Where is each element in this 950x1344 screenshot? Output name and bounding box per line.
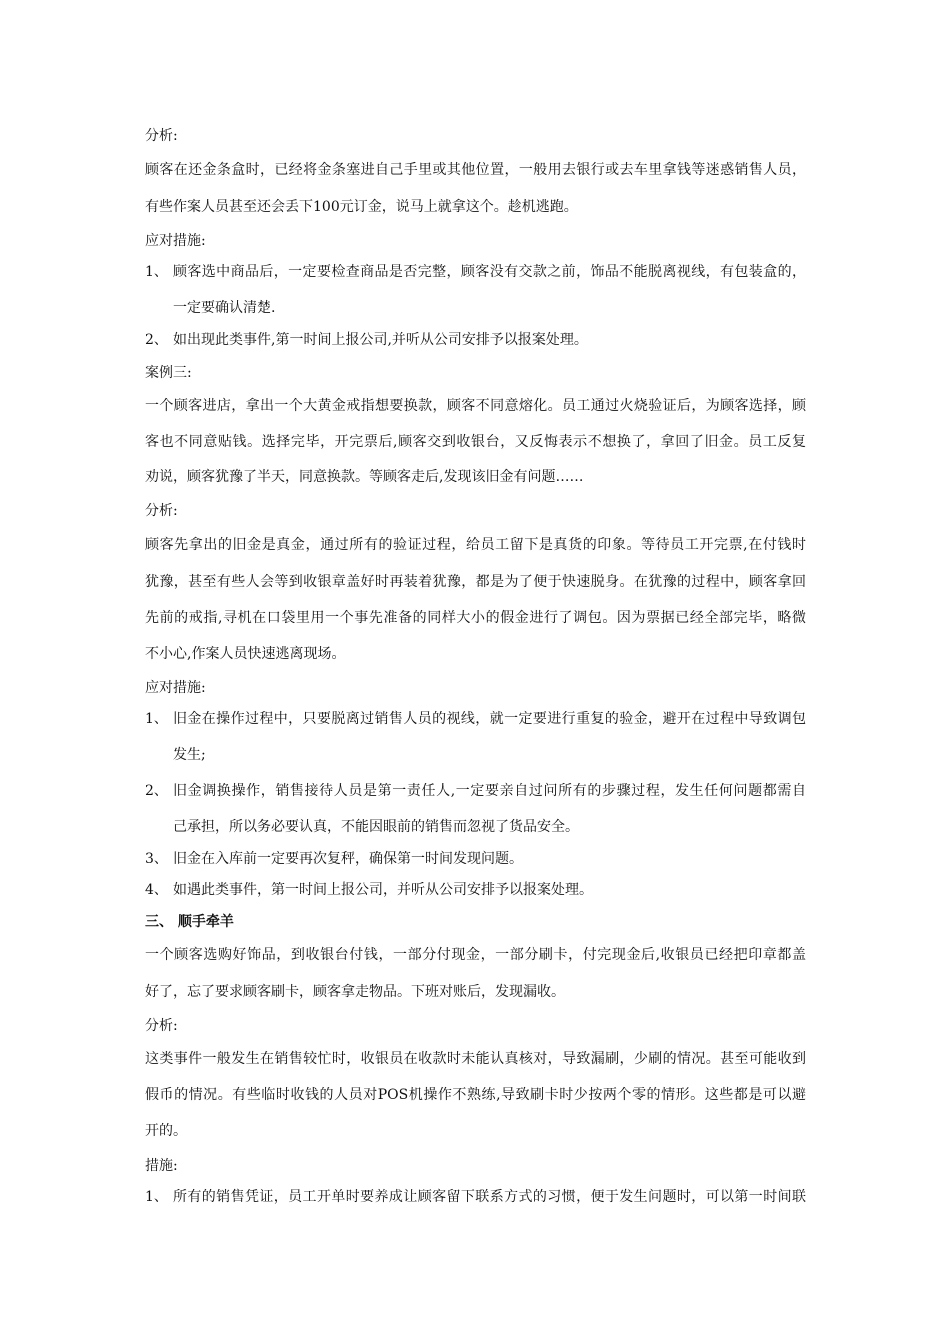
list-item-text: 旧金在操作过程中，只要脱离过销售人员的视线，就一定要进行重复的验金，避开在过程中导致调包 [173,711,806,727]
paragraph-line: 一个顾客进店，拿出一个大黄金戒指想要换款，顾客不同意熔化。员工通过火烧验证后，为顾客选择，顾 [145,398,806,414]
paragraph-line: 劝说，顾客犹豫了半天，同意换款。等顾客走后,发现该旧金有问题…… [145,469,584,485]
paragraph-line: 顾客先拿出的旧金是真金，通过所有的验证过程，给员工留下是真货的印象。等待员工开完票,在付钱时 [145,537,806,553]
paragraph-line: 开的。 [145,1123,187,1139]
list-number: 1、 [145,1189,168,1205]
list-number: 3、 [145,851,168,867]
list-number: 2、 [145,783,168,799]
list-item-text: 如遇此类事件，第一时间上报公司，并听从公司安排予以报案处理。 [173,882,593,898]
analysis-heading-1: 分析: [145,128,178,144]
analysis-heading-3: 分析: [145,1018,178,1034]
list-number: 1、 [145,264,168,280]
list-number: 1、 [145,711,168,727]
paragraph-line: 顾客在还金条盒时，已经将金条塞进自己手里或其他位置，一般用去银行或去车里拿钱等迷惑销售人员， [145,162,806,178]
list-item-continuation: 己承担，所以务必要认真，不能因眼前的销售而忽视了货品安全。 [173,819,579,835]
case-three-heading: 案例三: [145,365,192,381]
list-number: 4、 [145,882,168,898]
list-item-text: 顾客选中商品后，一定要检查商品是否完整，顾客没有交款之前，饰品不能脱离视线，有包装盒的， [173,264,806,280]
paragraph-line: 假币的情况。有些临时收钱的人员对POS机操作不熟练,导致刷卡时少按两个零的情形。这些都是可以避 [145,1087,806,1103]
list-item-text: 如出现此类事件,第一时间上报公司,并听从公司安排予以报案处理。 [173,332,588,348]
list-number: 2、 [145,332,168,348]
list-item-text: 旧金在入库前一定要再次复秤，确保第一时间发现问题。 [173,851,523,867]
list-item-continuation: 一定要确认清楚. [173,300,276,316]
paragraph-line: 客也不同意贴钱。选择完毕，开完票后,顾客交到收银台，又反悔表示不想换了，拿回了旧金。员工反复 [145,434,806,450]
measures-heading-1: 应对措施: [145,233,206,249]
paragraph-line: 这类事件一般发生在销售较忙时，收银员在收款时未能认真核对，导致漏刷，少刷的情况。甚至可能收到 [145,1051,806,1067]
paragraph-line: 不小心,作案人员快速逃离现场。 [145,646,346,662]
analysis-heading-2: 分析: [145,503,178,519]
paragraph-line: 有些作案人员甚至还会丢下100元订金，说马上就拿这个。趁机逃跑。 [145,199,578,215]
paragraph-line: 好了，忘了要求顾客刷卡，顾客拿走物品。下班对账后，发现漏收。 [145,984,565,1000]
measures-heading-3: 措施: [145,1158,178,1174]
measures-heading-2: 应对措施: [145,680,206,696]
list-item-text: 所有的销售凭证，员工开单时要养成让顾客留下联系方式的习惯，便于发生问题时，可以第一时间联 [173,1189,806,1205]
list-item-text: 旧金调换操作，销售接待人员是第一责任人,一定要亲自过问所有的步骤过程，发生任何问题都需自 [173,783,806,799]
section-three-heading: 三、 顺手牵羊 [145,914,234,930]
list-item-continuation: 发生; [173,747,206,763]
paragraph-line: 一个顾客选购好饰品，到收银台付钱，一部分付现金，一部分刷卡，付完现金后,收银员已经把印章都盖 [145,947,806,963]
paragraph-line: 犹豫，甚至有些人会等到收银章盖好时再装着犹豫，都是为了便于快速脱身。在犹豫的过程中，顾客拿回 [145,574,806,590]
paragraph-line: 先前的戒指,寻机在口袋里用一个事先准备的同样大小的假金进行了调包。因为票据已经全部完毕，略微 [145,610,806,626]
